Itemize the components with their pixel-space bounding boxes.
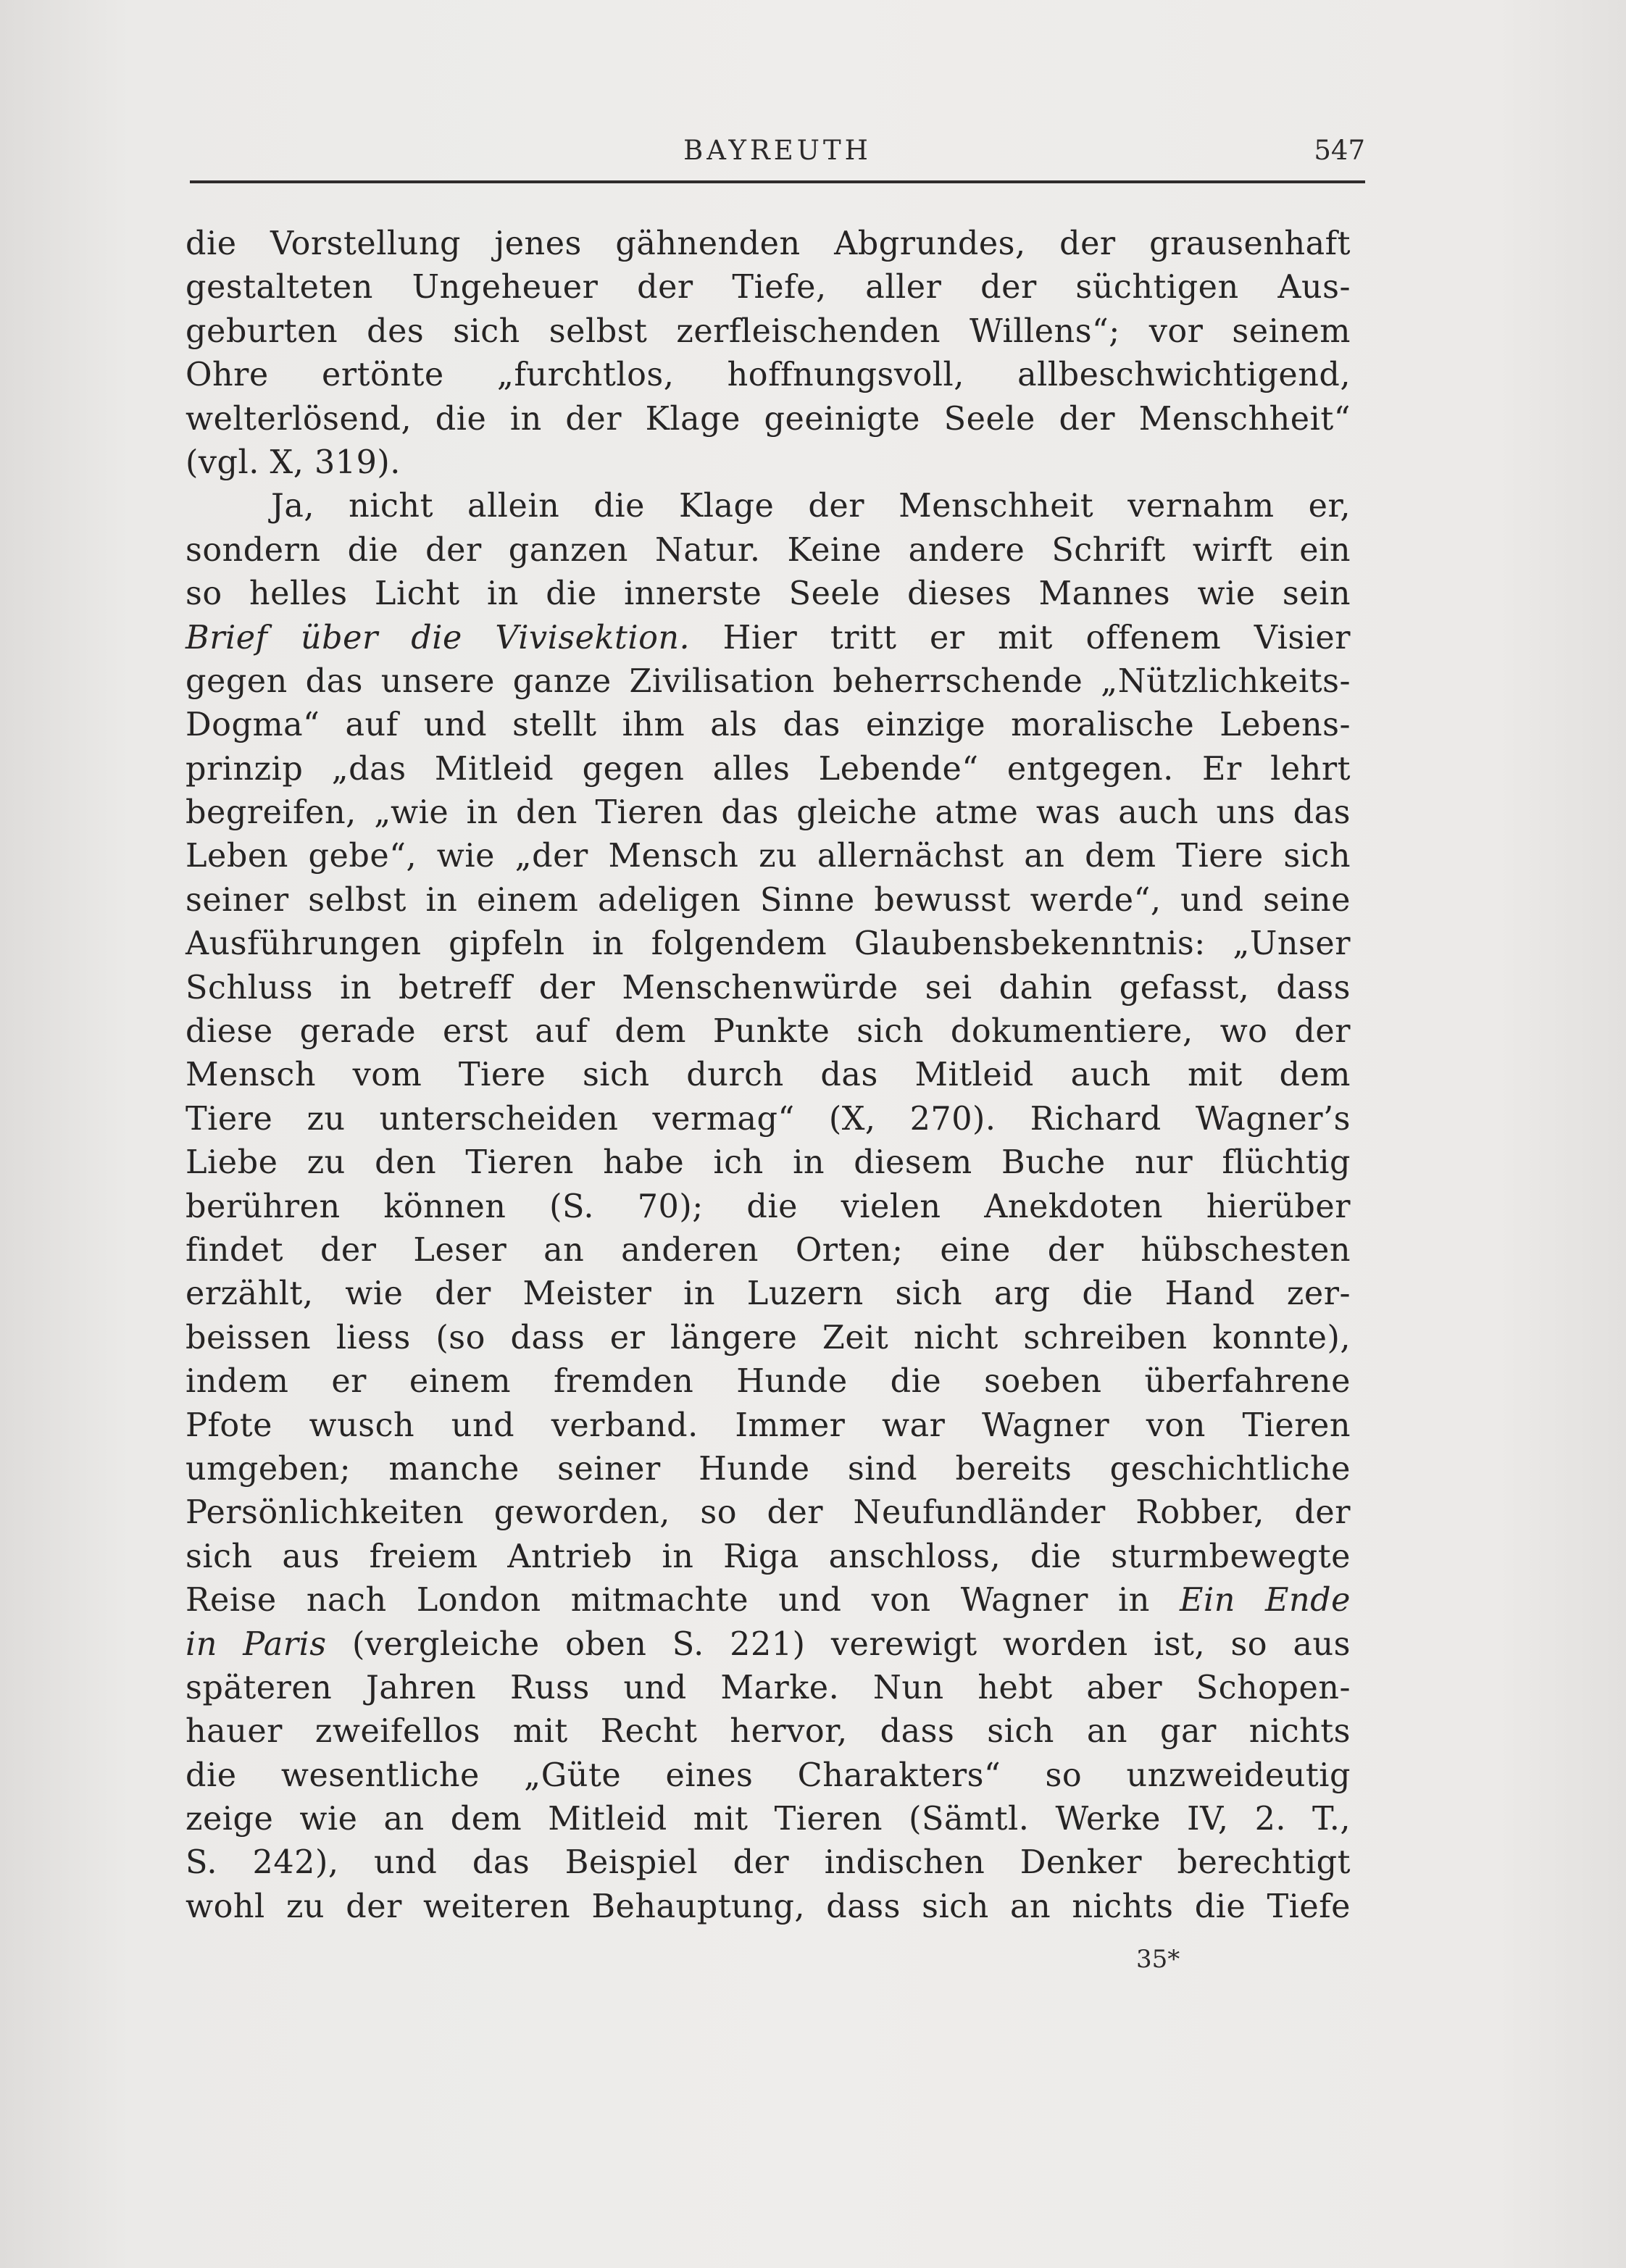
text-line: Ausführungen gipfeln in folgendem Glaubensbekenntnis: „Unser — [185, 925, 1351, 963]
page-header — [190, 129, 1365, 172]
text-line: Ja, nicht allein die Klage der Menschheit vernahm er, — [271, 488, 1351, 525]
text-line: sich aus freiem Antrieb in Riga anschloss, die sturmbewegte — [185, 1538, 1351, 1575]
text-line: Leben gebe“, wie „der Mensch zu allernächst an dem Tiere sich — [185, 838, 1351, 875]
text-line: so helles Licht in die innerste Seele dieses Mannes wie sein — [185, 575, 1351, 613]
printer-signature: 35* — [1136, 1945, 1180, 1974]
text-line: Ohre ertönte „furchtlos, hoffnungsvoll, allbeschwichtigend, — [185, 357, 1351, 394]
text-line: Pfote wusch und verband. Immer war Wagner von Tieren — [185, 1406, 1351, 1444]
text-line: Tiere zu unterscheiden vermag“ (X, 270). Richard Wagner’s — [185, 1100, 1351, 1138]
text-line: sondern die der ganzen Natur. Keine andere Schrift wirft ein — [185, 531, 1351, 569]
text-line: zeige wie an dem Mitleid mit Tieren (Sämtl. Werke IV, 2. T., — [185, 1801, 1351, 1838]
text-line: berühren können (S. 70); die vielen Anekdoten hierüber — [185, 1188, 1351, 1225]
header-rule — [190, 180, 1365, 183]
text-line: wohl zu der weiteren Behauptung, dass sich an nichts die Tiefe — [185, 1888, 1351, 1925]
body-text — [185, 222, 1351, 1929]
text-line: die Vorstellung jenes gähnenden Abgrundes, der grausenhaft — [185, 225, 1351, 262]
text-line: begreifen, „wie in den Tieren das gleiche atme was auch uns das — [185, 794, 1351, 832]
text-line: indem er einem fremden Hunde die soeben überfahrene — [185, 1363, 1351, 1401]
text-line: späteren Jahren Russ und Marke. Nun hebt aber Schopen- — [185, 1669, 1351, 1706]
text-line: Liebe zu den Tieren habe ich in diesem Buche nur flüchtig — [185, 1144, 1351, 1182]
text-line: Mensch vom Tiere sich durch das Mitleid auch mit dem — [185, 1056, 1351, 1094]
text-line: Brief über die Vivisektion. Hier tritt er mit offenem Visier — [185, 619, 1351, 656]
text-line: Persönlichkeiten geworden, so der Neufundländer Robber, der — [185, 1494, 1351, 1532]
page-number: 547 — [1314, 135, 1365, 166]
text-line: prinzip „das Mitleid gegen alles Lebende“ entgegen. Er lehrt — [185, 750, 1351, 788]
text-line: seiner selbst in einem adeligen Sinne bewusst werde“, und seine — [185, 881, 1351, 919]
text-line: gestalteten Ungeheuer der Tiefe, aller der süchtigen Aus- — [185, 269, 1351, 307]
text-line: Dogma“ auf und stellt ihm als das einzige moralische Lebens- — [185, 706, 1351, 744]
text-line: hauer zweifellos mit Recht hervor, dass sich an gar nichts — [185, 1713, 1351, 1751]
text-line: beissen liess (so dass er längere Zeit nicht schreiben konnte), — [185, 1319, 1351, 1356]
text-line: welterlösend, die in der Klage geeinigte Seele der Menschheit“ — [185, 400, 1351, 438]
text-line: umgeben; manche seiner Hunde sind bereits geschichtliche — [185, 1450, 1351, 1488]
running-title: BAYREUTH — [683, 135, 872, 166]
text-line: diese gerade erst auf dem Punkte sich dokumentiere, wo der — [185, 1013, 1351, 1051]
text-line: erzählt, wie der Meister in Luzern sich arg die Hand zer- — [185, 1275, 1351, 1313]
text-line: findet der Leser an anderen Orten; eine der hübschesten — [185, 1231, 1351, 1269]
text-line: S. 242), und das Beispiel der indischen Denker berechtigt — [185, 1844, 1351, 1882]
text-line: geburten des sich selbst zerfleischenden Willens“; vor seinem — [185, 312, 1351, 350]
text-line: (vgl. X, 319). — [185, 443, 401, 481]
text-line: die wesentliche „Güte eines Charakters“ so unzweideutig — [185, 1756, 1351, 1794]
text-line: gegen das unsere ganze Zivilisation beherrschende „Nützlichkeits- — [185, 662, 1351, 700]
text-line: Reise nach London mitmachte und von Wagner in Ein Ende — [185, 1582, 1351, 1619]
text-line: in Paris (vergleiche oben S. 221) verewigt worden ist, so aus — [185, 1625, 1351, 1663]
text-line: Schluss in betreff der Menschenwürde sei dahin gefasst, dass — [185, 969, 1351, 1006]
